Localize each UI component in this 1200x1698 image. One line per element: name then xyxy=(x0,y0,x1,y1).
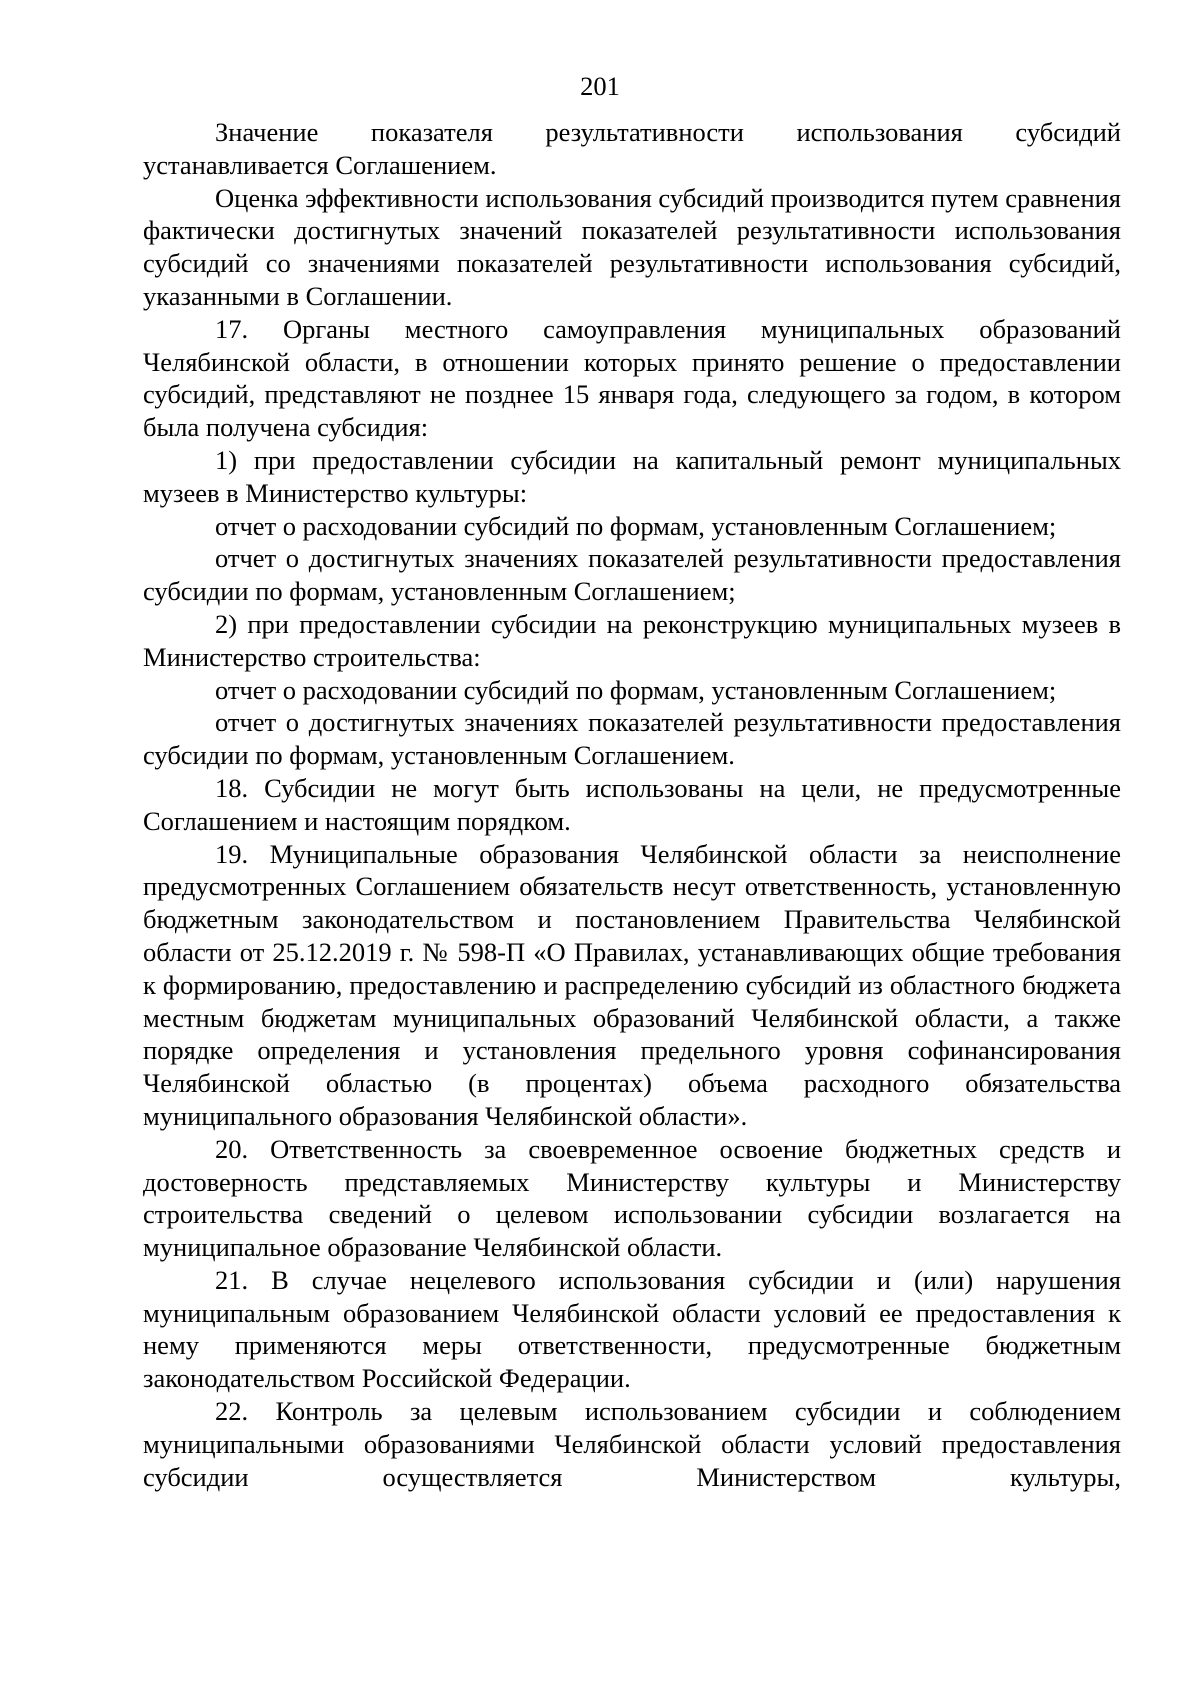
paragraph-17-reporting: 17. Органы местного самоуправления муниципальных образований Челябинской области, в отношении которых принято решение о предоставлении субсидий, представляют не позднее 15 января года, следующего за годом, в котором была получена субсидия: xyxy=(143,313,1121,443)
paragraph-efficiency-assessment: Оценка эффективности использования субсидий производится путем сравнения фактически достигнутых значений показателей результативности использования субсидий со значениями показателей результативности использования субсидий, указанными в Соглашении. xyxy=(143,182,1121,311)
page-number: 201 xyxy=(580,71,620,101)
paragraph-report-indicators-2: отчет о достигнутых значениях показателей результативности предоставления субсидии по формам, установленным Соглашением. xyxy=(143,707,1121,771)
paragraph-17-1-capital-repair: 1) при предоставлении субсидии на капитальный ремонт муниципальных музеев в Министерство культуры: xyxy=(143,444,1121,508)
paragraph-report-indicators-1: отчет о достигнутых значениях показателей результативности предоставления субсидии по формам, установленным Соглашением; xyxy=(143,543,1121,607)
document-body xyxy=(143,116,1121,1493)
paragraph-20-timely-use: 20. Ответственность за своевременное освоение бюджетных средств и достоверность представляемых Министерству культуры и Министерству строительства сведений о целевом использовании субсидии возлагается на муниципальное образование Челябинской области. xyxy=(143,1133,1121,1263)
paragraph-19-responsibility: 19. Муниципальные образования Челябинской области за неисполнение предусмотренных Соглашением обязательств несут ответственность, установленную бюджетным законодательством и постановлением Правительства Челябинской области от 25.12.2019 г. № 598-П «О Правилах, устанавливающих общие требования к формированию, предоставлению и распределению субсидий из областного бюджета местным бюджетам муниципальных образований Челябинской области, а также порядке определения и установления предельного уровня софинансирования Челябинской областью (в процентах) объема расходного обязательства муниципального образования Челябинской области». xyxy=(143,838,1121,1131)
paragraph-22-control: 22. Контроль за целевым использованием субсидии и соблюдением муниципальными образованиями Челябинской области условий предоставления субсидии осуществляется Министерством культуры, xyxy=(143,1396,1121,1492)
paragraph-18-purpose: 18. Субсидии не могут быть использованы на цели, не предусмотренные Соглашением и настоящим порядком. xyxy=(143,772,1121,836)
paragraph-21-misuse: 21. В случае нецелевого использования субсидии и (или) нарушения муниципальным образованием Челябинской области условий ее предоставления к нему применяются меры ответственности, предусмотренные бюджетным законодательством Российской Федерации. xyxy=(143,1264,1121,1394)
paragraph-indicator-value: Значение показателя результативности использования субсидий устанавливается Соглашением. xyxy=(143,117,1121,180)
paragraph-17-2-reconstruction: 2) при предоставлении субсидии на реконструкцию муниципальных музеев в Министерство строительства: xyxy=(143,608,1121,672)
paragraph-report-spending-2: отчет о расходовании субсидий по формам, установленным Соглашением; xyxy=(215,674,1057,705)
paragraph-report-spending-1: отчет о расходовании субсидий по формам, установленным Соглашением; xyxy=(215,510,1057,541)
